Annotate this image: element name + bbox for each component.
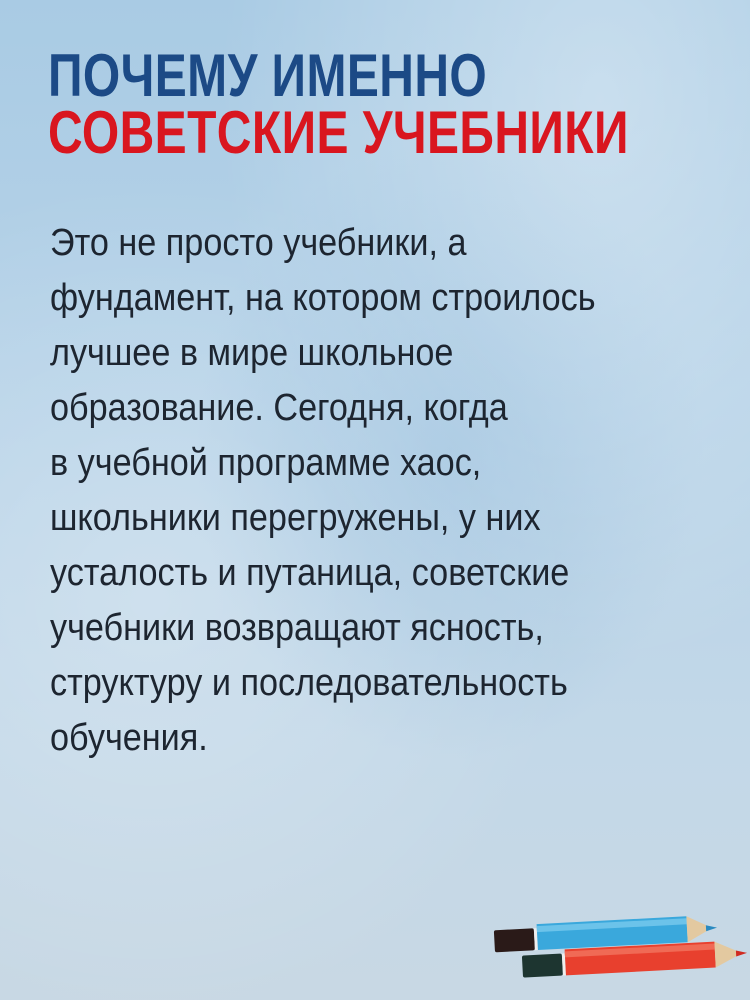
body-line: школьники перегружены, у них <box>50 497 541 539</box>
body-line: структуру и последовательность <box>50 662 568 704</box>
body-text <box>50 216 656 766</box>
body-line: лучшее в мире школьное <box>50 332 454 374</box>
body-line: усталость и путаница, советские <box>50 552 570 594</box>
heading-line-1: ПОЧЕМУ ИМЕННО <box>48 42 488 109</box>
body-line: Это не просто учебники, а <box>50 222 467 264</box>
body-line: фундамент, на котором строилось <box>50 277 596 319</box>
pencils-icon <box>480 880 750 1000</box>
body-line: в учебной программе хаос, <box>50 442 482 484</box>
body-line: образование. Сегодня, когда <box>50 387 508 429</box>
body-line: учебники возвращают ясность, <box>50 607 544 649</box>
body-line: обучения. <box>50 717 208 759</box>
heading-line-2: СОВЕТСКИЕ УЧЕБНИКИ <box>48 99 629 166</box>
